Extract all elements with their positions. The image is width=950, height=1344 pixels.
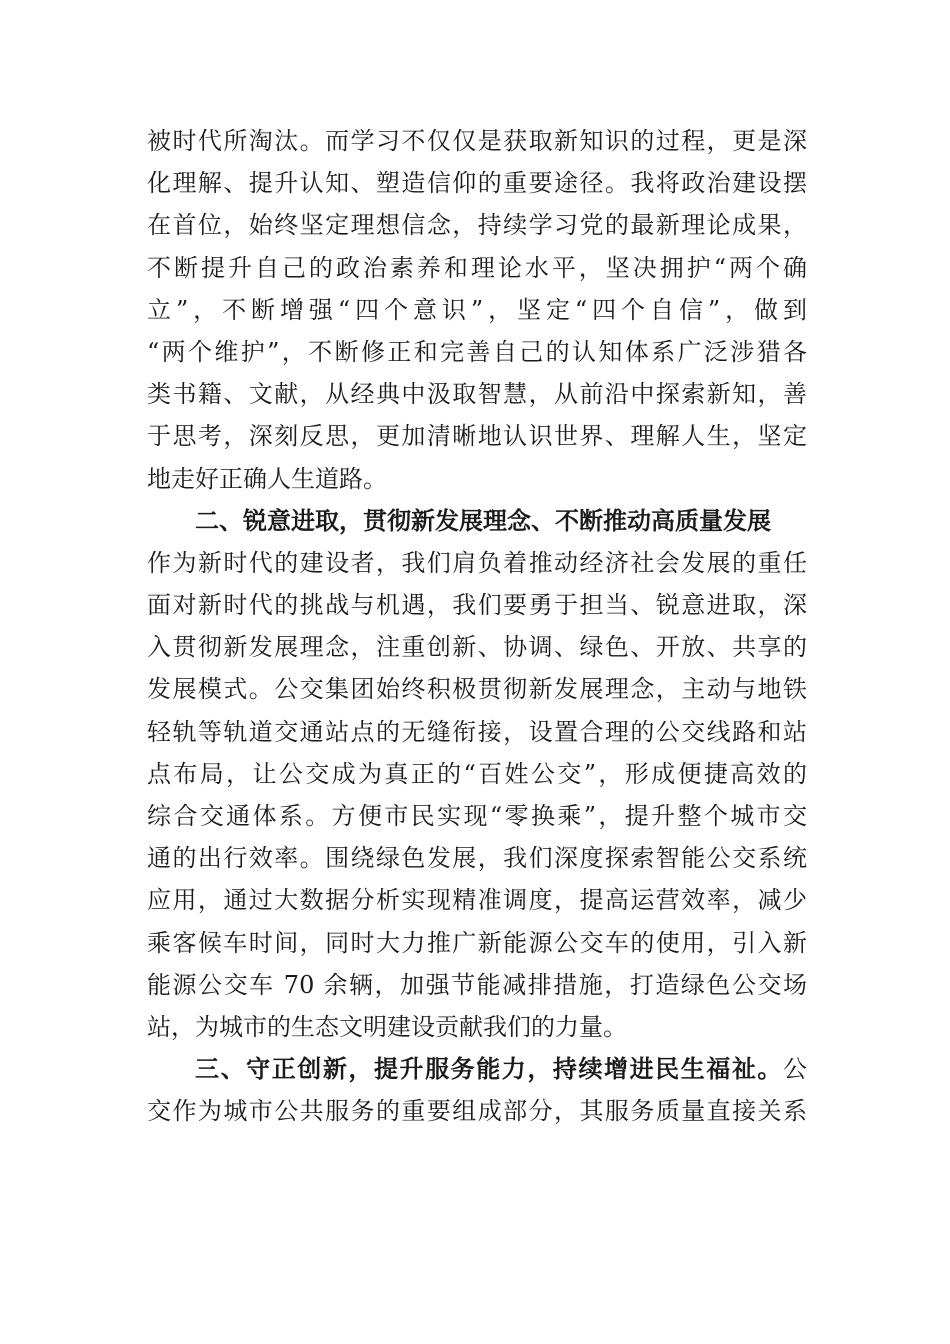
body-line: 面对新时代的挑战与机遇，我们要勇于担当、锐意进取，深 <box>147 591 807 620</box>
section-heading-tail: 公 <box>783 1055 807 1084</box>
body-line: “两个维护”，不断修正和完善自己的认知体系广泛涉猎各 <box>147 337 807 366</box>
body-line: 发展模式。公交集团始终积极贯彻新发展理念，主动与地铁 <box>147 675 807 704</box>
body-line: 地走好正确人生道路。 <box>147 464 387 493</box>
body-line: 综合交通体系。方便市民实现“零换乘”，提升整个城市交 <box>147 802 807 830</box>
body-line: 交作为城市公共服务的重要组成部分，其服务质量直接关系 <box>147 1097 807 1126</box>
body-line: 站，为城市的生态文明建设贡献我们的力量。 <box>147 1012 627 1041</box>
body-line: 通的出行效率。围绕绿色发展，我们深度探索智能公交系统 <box>147 844 807 873</box>
body-line: 应用，通过大数据分析实现精准调度，提高运营效率，减少 <box>147 886 807 915</box>
body-line: 在首位，始终坚定理想信念，持续学习党的最新理论成果， <box>147 211 807 240</box>
section-heading-line <box>147 1048 807 1090</box>
body-line: 能源公交车 70 余辆，加强节能减排措施，打造绿色公交场 <box>147 970 807 999</box>
body-line: 被时代所淘汰。而学习不仅仅是获取新知识的过程，更是深 <box>147 127 807 155</box>
body-line: 轻轨等轨道交通站点的无缝衔接，设置合理的公交线路和站 <box>147 717 807 746</box>
body-line: 乘客候车时间，同时大力推广新能源公交车的使用，引入新 <box>147 928 807 957</box>
body-line: 立”，不断增强“四个意识”，坚定“四个自信”，做到 <box>147 295 807 324</box>
body-line: 类书籍、文献，从经典中汲取智慧，从前沿中探索新知，善 <box>147 380 807 409</box>
body-line: 化理解、提升认知、塑造信仰的重要途径。我将政治建设摆 <box>147 169 807 198</box>
section-heading: 三、守正创新，提升服务能力，持续增进民生福祉。 <box>195 1054 783 1084</box>
section-heading: 二、锐意进取，贯彻新发展理念、不断推动高质量发展 <box>195 505 771 535</box>
body-line: 入贯彻新发展理念，注重创新、协调、绿色、开放、共享的 <box>147 633 807 662</box>
document-body <box>147 120 807 1133</box>
body-line: 点布局，让公交成为真正的“百姓公交”，形成便捷高效的 <box>147 759 807 788</box>
body-line: 作为新时代的建设者，我们肩负着推动经济社会发展的重任 <box>147 548 807 577</box>
body-line: 于思考，深刻反思，更加清晰地认识世界、理解人生，坚定 <box>147 422 807 451</box>
body-line: 不断提升自己的政治素养和理论水平，坚决拥护“两个确 <box>147 253 807 282</box>
